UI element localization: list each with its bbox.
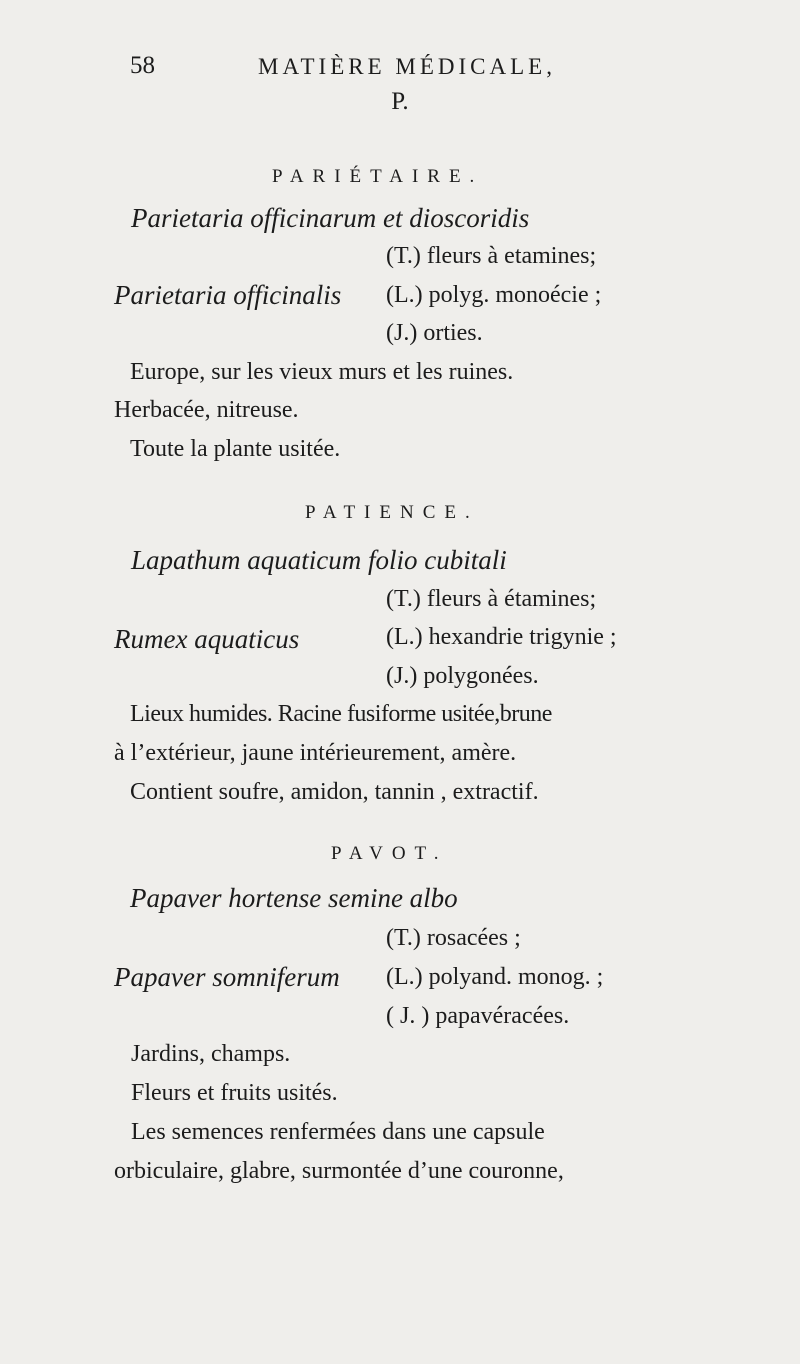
entry-text-line: Europe, sur les vieux murs et les ruines.	[130, 359, 514, 385]
jussieu-family: (J.) orties.	[386, 320, 483, 346]
entry-text-line: à l’extérieur, jaune intérieurement, amère.	[114, 740, 517, 766]
entry-heading-patience: PATIENCE.	[305, 502, 479, 523]
linnaeus-synonym: Rumex aquaticus	[114, 624, 300, 654]
section-letter: P.	[391, 88, 409, 115]
jussieu-family: (J.) polygonées.	[386, 663, 539, 689]
tournefort-class: (T.) rosacées ;	[386, 925, 521, 951]
linnaeus-class: (L.) polyand. monog. ;	[386, 964, 604, 990]
entry-text-line: Contient soufre, amidon, tannin , extractif.	[130, 779, 539, 805]
tournefort-synonym: Lapathum aquaticum folio cubitali	[131, 545, 507, 575]
page-number: 58	[130, 52, 155, 79]
running-title: MATIÈRE MÉDICALE,	[258, 54, 556, 79]
entry-text-line: Les semences renfermées dans une capsule	[131, 1119, 545, 1145]
jussieu-family: ( J. ) papavéracées.	[386, 1003, 570, 1029]
linnaeus-synonym: Parietaria officinalis	[114, 280, 342, 310]
linnaeus-class: (L.) polyg. monoécie ;	[386, 282, 602, 308]
entry-text-line: Toute la plante usitée.	[130, 436, 341, 462]
entry-text-line: Fleurs et fruits usités.	[131, 1080, 338, 1106]
linnaeus-synonym: Papaver somniferum	[114, 962, 340, 992]
tournefort-synonym: Papaver hortense semine albo	[130, 883, 458, 913]
entry-text-line: Herbacée, nitreuse.	[114, 397, 299, 423]
entry-heading-pavot: PAVOT.	[331, 843, 448, 864]
entry-text-line: orbiculaire, glabre, surmontée d’une couronne,	[114, 1158, 564, 1184]
tournefort-class: (T.) fleurs à etamines;	[386, 243, 597, 269]
tournefort-class: (T.) fleurs à étamines;	[386, 586, 597, 612]
entry-text-line: Lieux humides. Racine fusiforme usitée,brune	[130, 701, 552, 727]
entry-heading-parietaire: PARIÉTAIRE.	[272, 166, 484, 187]
linnaeus-class: (L.) hexandrie trigynie ;	[386, 624, 617, 650]
tournefort-synonym: Parietaria officinarum et dioscoridis	[131, 203, 530, 233]
entry-text-line: Jardins, champs.	[131, 1041, 291, 1067]
